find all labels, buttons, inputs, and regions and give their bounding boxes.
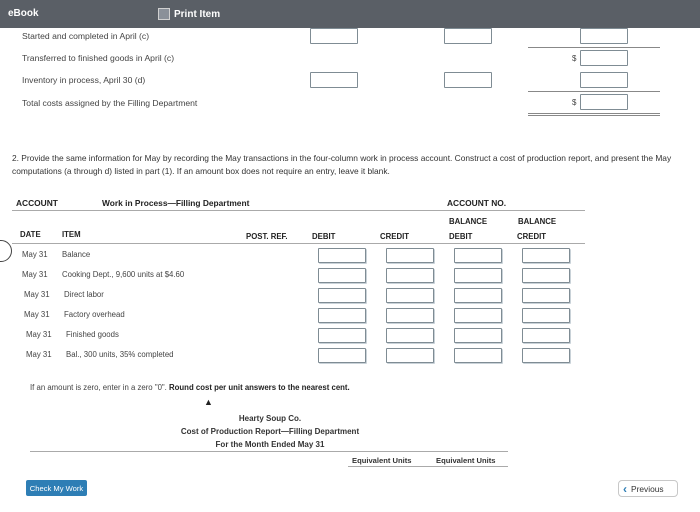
ledger-amount-input[interactable] bbox=[454, 248, 502, 263]
report-company: Hearty Soup Co. bbox=[238, 414, 302, 423]
ledger-amount-input[interactable] bbox=[522, 268, 570, 283]
equivalent-units-header: Equivalent Units bbox=[436, 456, 496, 465]
ledger-amount-input[interactable] bbox=[522, 348, 570, 363]
left-edge-marker bbox=[0, 240, 12, 262]
row-item: Balance bbox=[62, 250, 91, 259]
row-date: May 31 bbox=[22, 270, 48, 279]
ledger-amount-input[interactable] bbox=[318, 268, 366, 283]
chevron-left-icon: ‹ bbox=[623, 481, 627, 496]
top-bar bbox=[0, 0, 700, 28]
ledger-amount-input[interactable] bbox=[318, 328, 366, 343]
amount-input[interactable] bbox=[310, 72, 358, 88]
row-item: Bal., 300 units, 35% completed bbox=[66, 350, 174, 359]
total-rule bbox=[528, 91, 660, 92]
ledger-amount-input[interactable] bbox=[318, 308, 366, 323]
ledger-amount-input[interactable] bbox=[318, 248, 366, 263]
amount-input[interactable] bbox=[580, 28, 628, 44]
report-rule bbox=[348, 466, 508, 467]
total-rule bbox=[528, 47, 660, 48]
col-credit: CREDIT bbox=[380, 232, 410, 241]
ledger-amount-input[interactable] bbox=[386, 348, 434, 363]
dollar-sign: $ bbox=[572, 98, 577, 107]
col-balance: BALANCE bbox=[449, 217, 488, 226]
amount-input[interactable] bbox=[580, 50, 628, 66]
header-rule bbox=[12, 243, 585, 244]
col-item: ITEM bbox=[62, 230, 81, 239]
ebook-link[interactable]: eBook bbox=[8, 8, 39, 19]
ledger-amount-input[interactable] bbox=[522, 288, 570, 303]
ledger-amount-input[interactable] bbox=[386, 328, 434, 343]
col-balance-credit: CREDIT bbox=[517, 232, 547, 241]
amount-input[interactable] bbox=[580, 94, 628, 110]
row-label-transferred: Transferred to finished goods in April (c) bbox=[22, 53, 175, 63]
ledger-amount-input[interactable] bbox=[454, 308, 502, 323]
report-period: For the Month Ended May 31 bbox=[215, 440, 325, 449]
rounding-note bbox=[30, 383, 350, 392]
ledger-amount-input[interactable] bbox=[454, 328, 502, 343]
account-no-label: ACCOUNT NO. bbox=[447, 198, 507, 208]
note-text: If an amount is zero, enter in a zero "0". bbox=[30, 383, 167, 392]
amount-input[interactable] bbox=[310, 28, 358, 44]
ledger-amount-input[interactable] bbox=[454, 268, 502, 283]
ledger-amount-input[interactable] bbox=[386, 248, 434, 263]
print-item-button[interactable] bbox=[158, 6, 220, 22]
print-item-label: Print Item bbox=[174, 8, 221, 20]
double-rule bbox=[528, 115, 660, 116]
account-label: ACCOUNT bbox=[16, 198, 58, 208]
amount-input[interactable] bbox=[444, 28, 492, 44]
report-title: Cost of Production Report—Filling Department bbox=[180, 427, 360, 436]
note-bold: Round cost per unit answers to the nearest cent. bbox=[169, 383, 350, 392]
row-date: May 31 bbox=[26, 330, 52, 339]
ledger-amount-input[interactable] bbox=[522, 328, 570, 343]
ledger-amount-input[interactable] bbox=[386, 268, 434, 283]
ledger-amount-input[interactable] bbox=[454, 348, 502, 363]
equivalent-units-header: Equivalent Units bbox=[352, 456, 412, 465]
row-item: Factory overhead bbox=[64, 310, 125, 319]
row-date: May 31 bbox=[24, 310, 50, 319]
row-date: May 31 bbox=[22, 250, 48, 259]
row-item: Direct labor bbox=[64, 290, 104, 299]
col-date: DATE bbox=[20, 230, 41, 239]
row-item: Cooking Dept., 9,600 units at $4.60 bbox=[62, 270, 185, 279]
double-rule bbox=[528, 113, 660, 114]
previous-label: Previous bbox=[631, 483, 664, 494]
dollar-sign: $ bbox=[572, 54, 577, 63]
col-balance-debit: DEBIT bbox=[449, 232, 473, 241]
ledger-amount-input[interactable] bbox=[318, 348, 366, 363]
amount-input[interactable] bbox=[444, 72, 492, 88]
row-date: May 31 bbox=[24, 290, 50, 299]
mouse-cursor-icon: ▲ bbox=[204, 397, 213, 407]
row-label-inventory: Inventory in process, April 30 (d) bbox=[22, 75, 146, 85]
col-debit: DEBIT bbox=[312, 232, 336, 241]
col-balance: BALANCE bbox=[518, 217, 557, 226]
header-rule bbox=[12, 210, 585, 211]
check-my-work-button[interactable]: Check My Work bbox=[26, 480, 87, 496]
instructions: 2. Provide the same information for May by recording the May transactions in the four-column work in process account. Construct a cost of production report, and present the May computations (a through d) listed in part (1). If an amount box does not require an entry, leave it blank. bbox=[12, 153, 672, 176]
report-rule bbox=[30, 451, 508, 452]
account-name: Work in Process—Filling Department bbox=[102, 198, 250, 208]
ledger-amount-input[interactable] bbox=[318, 288, 366, 303]
print-icon bbox=[158, 8, 170, 20]
row-label-started-completed: Started and completed in April (c) bbox=[22, 31, 150, 41]
ledger-amount-input[interactable] bbox=[522, 248, 570, 263]
ledger-amount-input[interactable] bbox=[386, 288, 434, 303]
col-post-ref: POST. REF. bbox=[246, 232, 288, 241]
row-label-total-costs: Total costs assigned by the Filling Department bbox=[22, 98, 198, 108]
previous-button[interactable] bbox=[618, 480, 678, 497]
ledger-amount-input[interactable] bbox=[454, 288, 502, 303]
row-item: Finished goods bbox=[66, 330, 119, 339]
row-date: May 31 bbox=[26, 350, 52, 359]
ledger-amount-input[interactable] bbox=[386, 308, 434, 323]
ledger-amount-input[interactable] bbox=[522, 308, 570, 323]
amount-input[interactable] bbox=[580, 72, 628, 88]
